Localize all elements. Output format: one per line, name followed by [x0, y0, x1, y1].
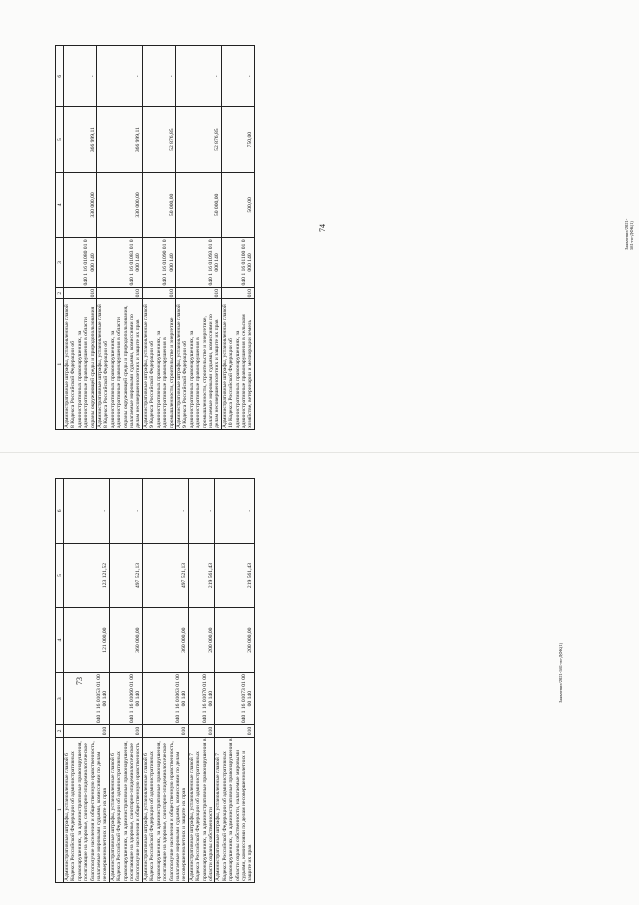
- row-executed: 219 561,43: [215, 543, 254, 608]
- table-row: [215, 479, 254, 883]
- row-kbk: 040 1 16 01063 01 0000 140: [142, 672, 188, 725]
- row-name: Административные штрафы, установленные главой 9 Кодекса Российской Федерации об административных правонарушениях, за административные правонарушения в промышленности, строительстве и энергетике: [142, 299, 175, 430]
- row-approved: 500,00: [221, 172, 254, 237]
- row-kbk: 040 1 16 01093 01 0000 140: [175, 238, 221, 288]
- table-row: [109, 479, 142, 883]
- row-executed: 750,00: [221, 107, 254, 172]
- row-code: 010: [64, 287, 97, 299]
- col-header: 3: [56, 672, 64, 725]
- row-approved: 200 000,00: [215, 608, 254, 673]
- revenue-table: [55, 478, 255, 883]
- row-executed: 497 521,13: [109, 543, 142, 608]
- col-header: 1: [56, 299, 64, 430]
- revenue-table: [55, 45, 255, 430]
- row-name: Административные штрафы, установленные главой 6 Кодекса Российской Федерации об административных правонарушениях, за административные правонарушения, посягающие на здоровье, санитарно-эпидемиологическое благополучие населения и общественную нравственность, налагаемые мировыми судьями, комиссиями по делам несовершеннолетних и защите их прав: [142, 737, 188, 882]
- col-header: 3: [56, 238, 64, 288]
- row-unexecuted: -: [221, 46, 254, 107]
- table-header-row: [56, 479, 64, 883]
- row-unexecuted: -: [64, 479, 110, 544]
- row-code: 010: [188, 725, 215, 737]
- col-header: 6: [56, 46, 64, 107]
- table-container: [55, 45, 255, 430]
- row-kbk: 040 1 16 01073 01 0000 140: [215, 672, 254, 725]
- row-code: 010: [142, 725, 188, 737]
- row-approved: 50 000,00: [175, 172, 221, 237]
- row-name: Административные штрафы, установленные главой 10 Кодекса Российской Федерации об административных правонарушениях, за административные правонарушения в сельском хозяйстве, ветеринарии и мелиорации земель: [221, 299, 254, 430]
- table-row: [64, 479, 110, 883]
- table-row: [142, 479, 188, 883]
- row-kbk: 040 1 16 01060 01 0000 140: [109, 672, 142, 725]
- page-number: 74: [318, 224, 327, 232]
- page-74: [0, 0, 639, 452]
- row-executed: 52 876,85: [142, 107, 175, 172]
- col-header: 2: [56, 725, 64, 737]
- row-approved: 360 000,00: [109, 608, 142, 673]
- document-stamp: Заявление/2021-581-ги-ДФК(1): [558, 642, 563, 703]
- row-executed: 123 121,52: [64, 543, 110, 608]
- row-approved: 360 000,00: [142, 608, 188, 673]
- row-code: 010: [221, 287, 254, 299]
- row-name: Административные штрафы, установленные главой 7 Кодекса Российской Федерации об административных правонарушениях, за административные правонарушения в области охраны собственности, налагаемые мировыми судьями, комиссиями по делам несовершеннолетних и защите их прав: [215, 738, 254, 881]
- row-name: Административные штрафы, установленные главой 6 Кодекса Российской Федерации об административных правонарушениях, за административные правонарушения, посягающие на здоровье, санитарно-эпидемиологическое благополучие населения и общественную нравственность: [109, 737, 142, 882]
- row-unexecuted: -: [175, 46, 221, 107]
- row-executed: 497 521,13: [142, 543, 188, 608]
- col-header: 5: [56, 543, 64, 608]
- row-name: Административные штрафы, установленные главой 7 Кодекса Российской Федерации об административных правонарушениях, за административные правонарушения в области охраны собственности: [188, 738, 214, 881]
- row-kbk: 040 1 16 01090 01 0000 140: [142, 238, 175, 288]
- col-header: 5: [56, 107, 64, 172]
- row-code: 010: [142, 287, 175, 299]
- table-row: [221, 46, 254, 430]
- row-unexecuted: -: [142, 46, 175, 107]
- row-kbk: 040 1 16 01053 01 0000 140: [64, 672, 110, 725]
- row-executed: 219 561,43: [188, 543, 215, 608]
- row-approved: 200 000,00: [188, 608, 215, 673]
- row-name: Административные штрафы, установленные главой 6 Кодекса Российской Федерации об административных правонарушениях, за административные правонарушения, посягающие на здоровье, санитарно-эпидемиологическое благополучие населения и общественную нравственность, налагаемые мировыми судьями, комиссиями по делам несовершеннолетних и защите их прав: [64, 737, 110, 882]
- row-kbk: 040 1 16 01100 01 0000 140: [221, 238, 254, 288]
- row-unexecuted: -: [142, 479, 188, 544]
- row-executed: 366 999,11: [97, 107, 143, 172]
- row-code: 010: [175, 287, 221, 299]
- row-executed: 52 876,85: [175, 107, 221, 172]
- row-kbk: 040 1 16 01083 01 0000 140: [97, 238, 143, 288]
- row-unexecuted: -: [215, 479, 254, 544]
- table-row: [142, 46, 175, 430]
- row-executed: 366 999,11: [64, 107, 97, 172]
- row-unexecuted: -: [64, 46, 97, 107]
- row-approved: 121 000,00: [64, 608, 110, 673]
- col-header: 2: [56, 287, 64, 299]
- row-unexecuted: -: [188, 479, 215, 544]
- document-stamp: Заявление/2021-581-ги-ДФК(1): [624, 218, 634, 250]
- row-kbk: 040 1 16 01080 01 0000 140: [64, 238, 97, 288]
- table-row: [64, 46, 97, 430]
- row-code: 010: [215, 725, 254, 737]
- col-header: 1: [56, 737, 64, 882]
- table-container: [55, 478, 255, 883]
- row-unexecuted: -: [97, 46, 143, 107]
- row-code: 010: [109, 725, 142, 737]
- table-row: [188, 479, 215, 883]
- table-row: [175, 46, 221, 430]
- table-row: [97, 46, 143, 430]
- row-kbk: 040 1 16 01070 01 0000 140: [188, 672, 215, 725]
- row-name: Административные штрафы, установленные главой 9 Кодекса Российской Федерации об административных правонарушениях, за административные правонарушения в промышленности, строительстве и энергетике, налагаемые мировыми судьями, комиссиями по делам несовершеннолетних и защите их прав: [175, 299, 221, 430]
- row-name: Административные штрафы, установленные главой 8 Кодекса Российской Федерации об административных правонарушениях, за административные правонарушения в области охраны окружающей среды и природопользования: [64, 299, 97, 430]
- table-header-row: [56, 46, 64, 430]
- col-header: 4: [56, 608, 64, 673]
- row-approved: 330 000,00: [97, 172, 143, 237]
- row-approved: 330 000,00: [64, 172, 97, 237]
- row-approved: 50 000,00: [142, 172, 175, 237]
- row-code: 010: [64, 725, 110, 737]
- col-header: 4: [56, 172, 64, 237]
- row-unexecuted: -: [109, 479, 142, 544]
- page-73: [0, 453, 639, 905]
- col-header: 6: [56, 479, 64, 544]
- row-code: 010: [97, 287, 143, 299]
- page-number: 73: [75, 677, 84, 685]
- row-name: Административные штрафы, установленные главой 8 Кодекса Российской Федерации об административных правонарушениях, за административные правонарушения в области охраны окружающей среды и природопользования, налагаемые мировыми судьями, комиссиями по делам несовершеннолетних и защите их прав: [97, 299, 143, 430]
